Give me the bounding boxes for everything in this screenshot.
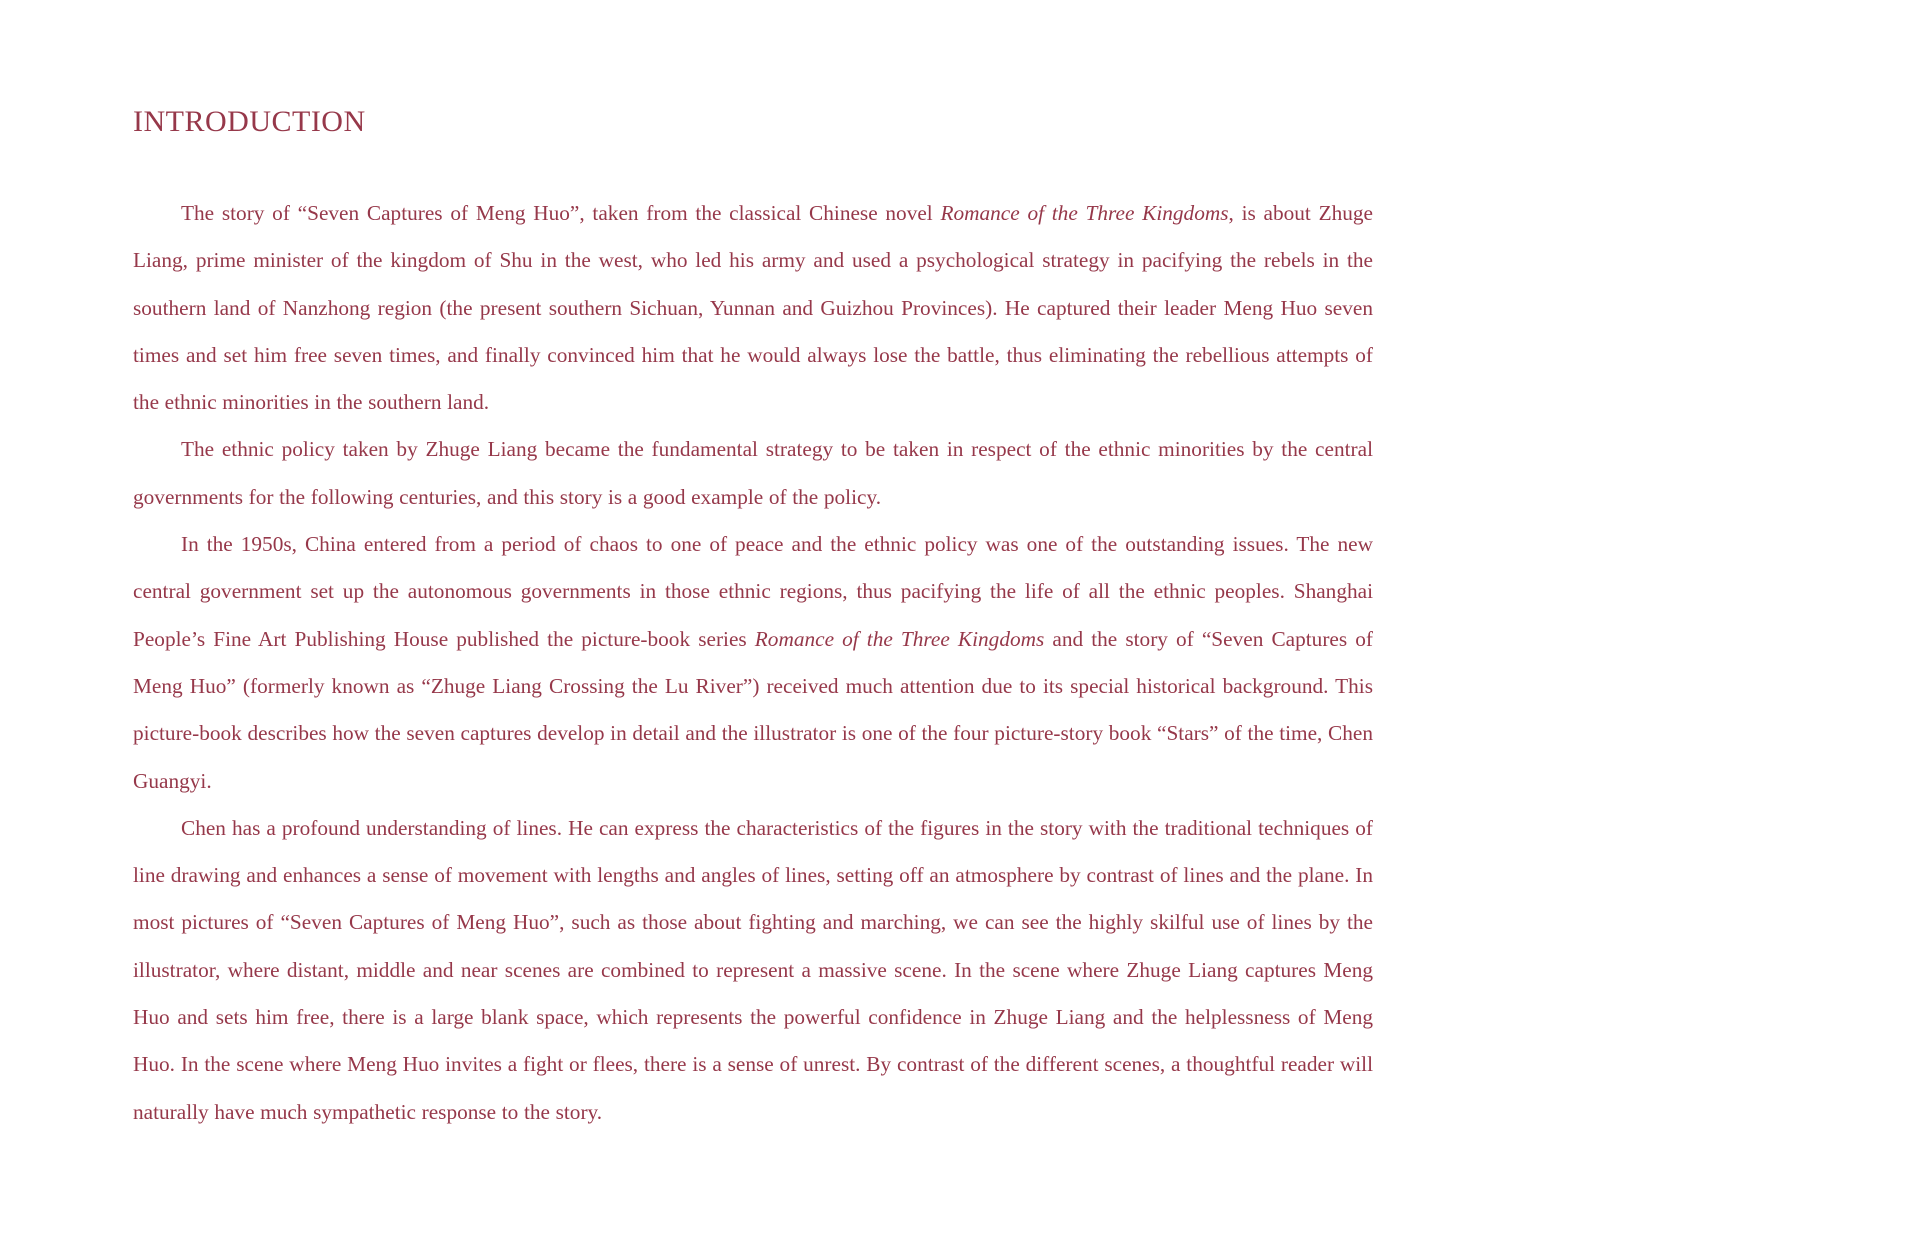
body-paragraph	[133, 805, 1373, 1136]
paragraph-text: The ethnic policy taken by Zhuge Liang became the fundamental strategy to be taken in respect of the ethnic minorities by the central governments for the following centuries, and this story is a good example of the policy.	[133, 437, 1373, 509]
italic-title-text: Romance of the Three Kingdoms	[940, 201, 1229, 225]
italic-title-text: Romance of the Three Kingdoms	[754, 626, 1045, 651]
document-page	[133, 0, 1373, 1255]
paragraph-text: The story of “Seven Captures of Meng Huo”, taken from the classical Chinese novel	[181, 201, 941, 225]
document-body	[133, 190, 1373, 1136]
paragraph-text: and the story of “Seven Captures of Meng Huo” (formerly known as “Zhuge Liang Crossing the Lu River”) received much attention due to its special historical background. This picture-book describes how the seven captures develop in detail and the illustrator is one of the four picture-story book “Stars” of the time, Chen Guangyi.	[133, 626, 1373, 793]
body-paragraph	[133, 521, 1373, 805]
paragraph-text: Chen has a profound understanding of lines. He can express the characteristics of the figures in the story with the traditional techniques of line drawing and enhances a sense of movement with lengths and angles of lines, setting off an atmosphere by contrast of lines and the plane. In most pictures of “Seven Captures of Meng Huo”, such as those about fighting and marching, we can see the highly skilful use of lines by the illustrator, where distant, middle and near scenes are combined to represent a massive scene. In the scene where Zhuge Liang captures Meng Huo and sets him free, there is a large blank space, which represents the powerful confidence in Zhuge Liang and the helplessness of Meng Huo. In the scene where Meng Huo invites a fight or flees, there is a sense of unrest. By contrast of the different scenes, a thoughtful reader will naturally have much sympathetic response to the story.	[133, 815, 1373, 1124]
page-title: INTRODUCTION	[133, 105, 366, 138]
paragraph-text: In the 1950s, China entered from a period of chaos to one of peace and the ethnic policy was one of the outstanding issues. The new central government set up the autonomous governments in those ethnic regions, thus pacifying the life of all the ethnic peoples. Shanghai People’s Fine Art Publishing House published the picture-book series	[133, 532, 1373, 651]
paragraph-text: , is about Zhuge Liang, prime minister of the kingdom of Shu in the west, who led his army and used a psychological strategy in pacifying the rebels in the southern land of Nanzhong region (the present southern Sichuan, Yunnan and Guizhou Provinces). He captured their leader Meng Huo seven times and set him free seven times, and finally convinced him that he would always lose the battle, thus eliminating the rebellious attempts of the ethnic minorities in the southern land.	[133, 201, 1373, 415]
body-paragraph	[133, 190, 1373, 426]
body-paragraph	[133, 426, 1373, 521]
